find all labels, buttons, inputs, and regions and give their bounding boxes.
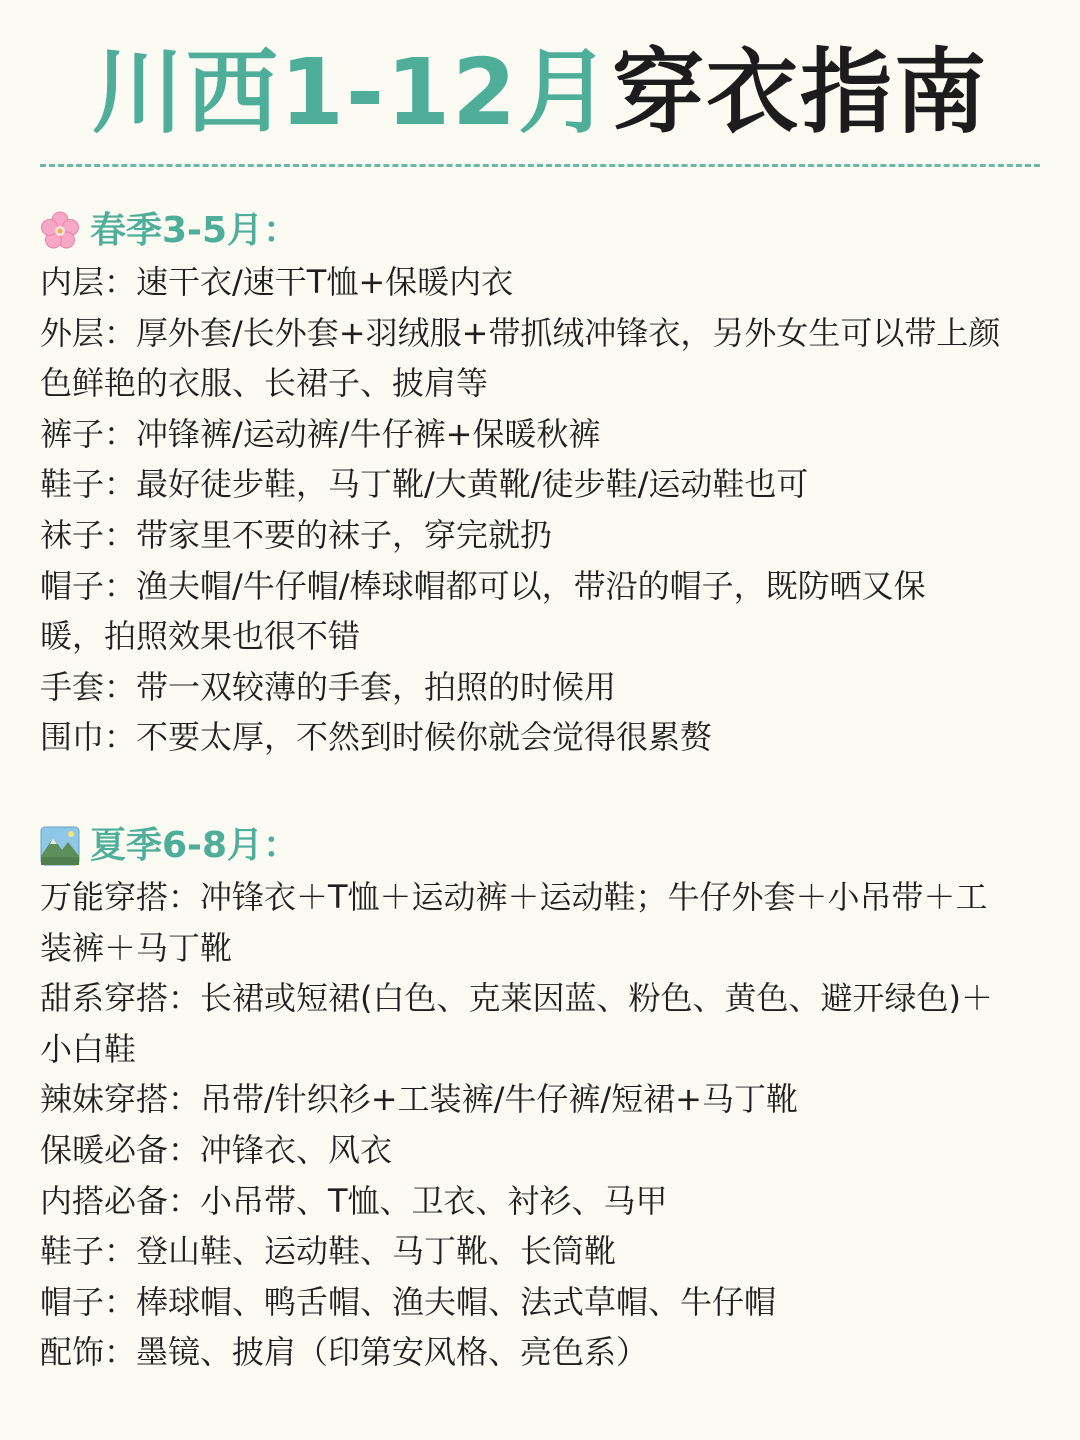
- spring-line: 鞋子：最好徒步鞋，马丁靴/大黄靴/徒步鞋/运动鞋也可: [40, 465, 809, 504]
- summer-line: 辣妹穿搭：吊带/针织衫+工装裤/牛仔裤/短裙+马丁靴: [40, 1080, 798, 1119]
- summer-line: 内搭必备：小吊带、T恤、卫衣、衬衫、马甲: [40, 1181, 668, 1220]
- summer-line: 保暖必备：冲锋衣、风衣: [40, 1130, 393, 1169]
- mountain-landscape-icon: [40, 826, 80, 866]
- spring-line: 外层：厚外套/长外套+羽绒服+带抓绒冲锋衣，另外女生可以带上颜: [40, 313, 1001, 352]
- summer-line: 小白鞋: [40, 1029, 137, 1068]
- spring-line: 色鲜艳的衣服、长裙子、披肩等: [40, 364, 489, 403]
- page-title: [0, 38, 1080, 148]
- summer-heading: [40, 820, 1040, 872]
- spring-line: 暖，拍照效果也很不错: [40, 617, 361, 656]
- summer-line: 鞋子：登山鞋、运动鞋、马丁靴、长筒靴: [40, 1232, 617, 1271]
- spring-line: 袜子：带家里不要的袜子，穿完就扔: [40, 515, 553, 554]
- summer-line-list: [40, 872, 1040, 1378]
- summer-line: 万能穿搭：冲锋衣＋T恤＋运动裤＋运动鞋；牛仔外套＋小吊带＋工: [40, 878, 988, 916]
- summer-section: [40, 820, 1040, 1378]
- spring-line: 裤子：冲锋裤/运动裤/牛仔裤+保暖秋裤: [40, 414, 601, 453]
- spring-line-list: [40, 257, 1040, 763]
- spring-line: 内层：速干衣/速干T恤+保暖内衣: [40, 263, 514, 301]
- summer-line: 配饰：墨镜、披肩（印第安风格、亮色系）: [40, 1333, 649, 1372]
- summer-heading-text: 夏季6-8月：: [90, 825, 300, 866]
- spring-line: 帽子：渔夫帽/牛仔帽/棒球帽都可以，带沿的帽子，既防晒又保: [40, 566, 926, 605]
- spring-line: 围巾：不要太厚，不然到时候你就会觉得很累赘: [40, 718, 713, 757]
- summer-line: 装裤＋马丁靴: [40, 928, 233, 967]
- spring-line: 手套：带一双较薄的手套，拍照的时候用: [40, 667, 617, 706]
- spring-section: [40, 205, 1040, 763]
- spring-heading: [40, 205, 1040, 257]
- summer-line: 帽子：棒球帽、鸭舌帽、渔夫帽、法式草帽、牛仔帽: [40, 1282, 777, 1321]
- cherry-blossom-icon: [40, 211, 80, 251]
- summer-line: 甜系穿搭：长裙或短裙(白色、克莱因蓝、粉色、黄色、避开绿色)＋: [40, 979, 993, 1018]
- dashed-divider: [40, 164, 1040, 167]
- spring-heading-text: 春季3-5月：: [90, 210, 300, 251]
- title-accent: 川西1-12月: [91, 39, 613, 146]
- title-main: 穿衣指南: [612, 39, 989, 146]
